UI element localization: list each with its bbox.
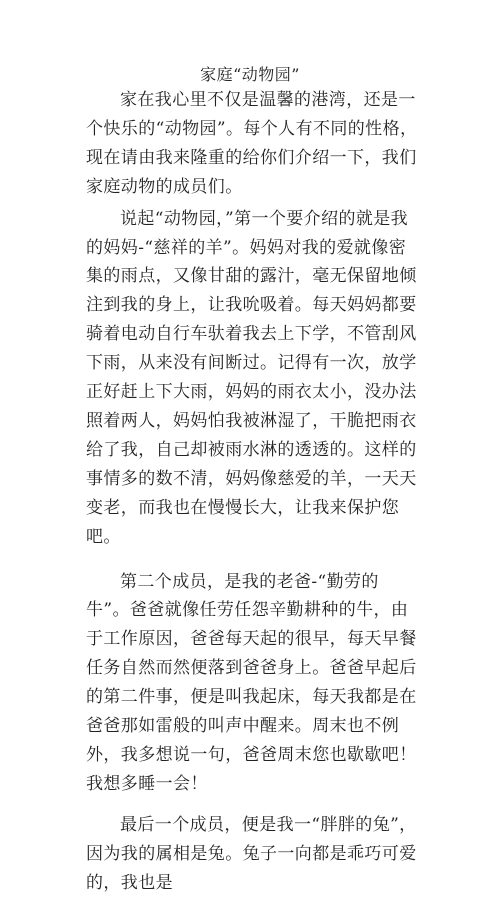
document-body xyxy=(86,86,420,897)
paragraph-intro: 家在我心里不仅是温馨的港湾，还是一个快乐的“动物园”。每个人有不同的性格，现在请由我来隆重的给你们介绍一下，我们家庭动物的成员们。 xyxy=(86,90,418,197)
paragraph-mother: 说起“动物园，”第一个要介绍的就是我的妈妈-“慈祥的羊”。妈妈对我的爱就像密集的雨点，又像甘甜的露汁，毫无保留地倾注到我的身上，让我吮吸着。每天妈妈都要骑着电动自行车驮着我去上下学，不管刮风下雨，从来没有间断过。记得有一次，放学正好赶上下大雨，妈妈的雨衣太小，没办法照着两人，妈妈怕我被淋湿了，干脆把雨衣给了我，自己却被雨水淋的透透的。这样的事情多的数不清，妈妈像慈爱的羊，一天天变老，而我也在慢慢长大，让我来保护您吧。 xyxy=(86,208,417,547)
paragraph-father: 第二个成员，是我的老爸-“勤劳的牛”。爸爸就像任劳任怨辛勤耕种的牛，由于工作原因，爸爸每天起的很早，每天早餐任务自然而然便落到爸爸身上。爸爸早起后的第二件事，便是叫我起床，每天我都是在爸爸那如雷般的叫声中醒来。周末也不例外，我多想说一句，爸爸周末您也歇歇吧！我想多睡一会！ xyxy=(86,571,417,794)
document-title: 家庭“动物园” xyxy=(200,65,300,84)
paragraph-self: 最后一个成员，便是我一“胖胖的兔”，因为我的属相是兔。兔子一向都是乖巧可爱的，我也是 xyxy=(86,814,417,893)
